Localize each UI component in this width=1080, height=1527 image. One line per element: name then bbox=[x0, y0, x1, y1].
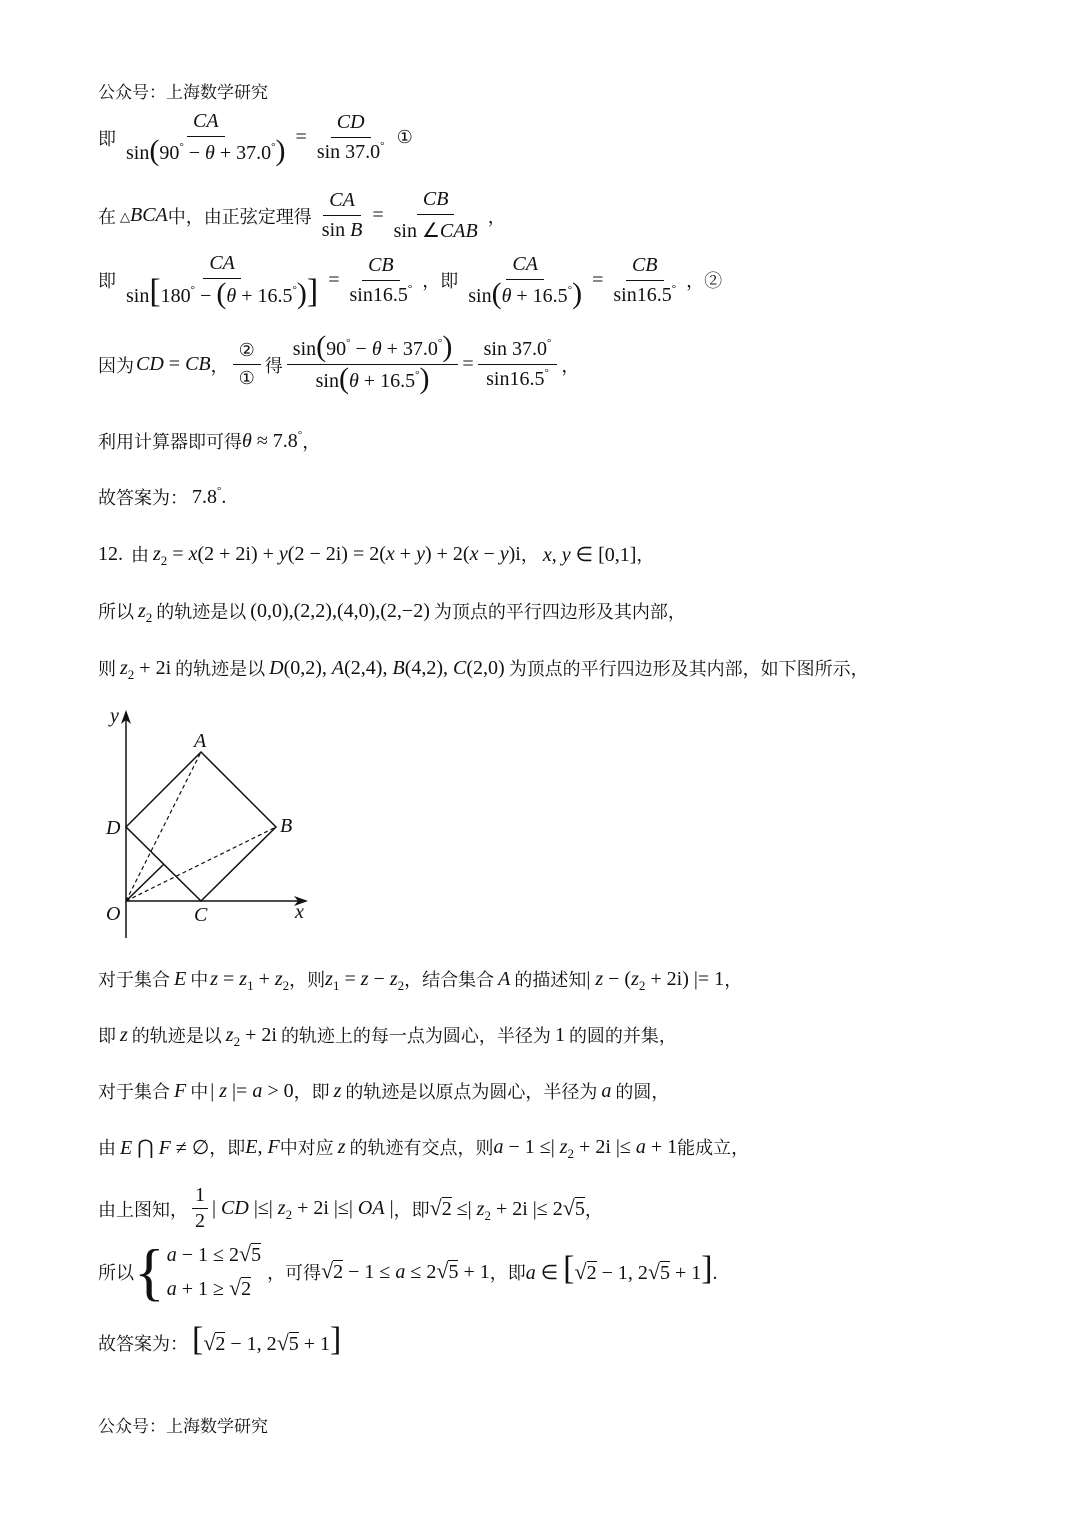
segment-od bbox=[126, 864, 164, 901]
coordinate-figure bbox=[98, 700, 328, 945]
segment-oa bbox=[126, 752, 201, 901]
answer-line-2: 故答案为： [ √ 2 − 1, 2 √ 5 + 1] bbox=[98, 1321, 342, 1358]
fraction: $\frac{CB}{\sin 16.5^\circ}$ bbox=[613, 253, 677, 306]
problem-12-line: 12. 由 $z_2 = x(2 + 2i) + y(2 - 2i) = 2(x + y) + 2(x - y)i$ ， x, y ∈ [0,1] ， bbox=[98, 542, 655, 568]
system-of-inequalities: { a − 1 ≤ 2 √ 5 a + 1 ≥ √ 2 bbox=[134, 1236, 262, 1307]
equation-line-3: 即 $\frac{CA}{\sin[180^\circ - (\theta + 16.5^\circ)]}$ = $\frac{CB}{\sin 16.5^\circ}$ ，即 $\frac{CA}{\sin(\theta + 16.5^\circ)}$ = $\frac{CB}{\sin 16.5^\circ}$ ，② bbox=[98, 252, 723, 310]
fraction: $\frac{CD}{\sin 37.0^\circ}$ bbox=[316, 111, 385, 163]
equation-line-1: 即 $\frac{CA}{\sin(90^\circ - \theta + 37.0^\circ)}$ = $\frac{CD}{\sin 37.0^\circ}$ ① bbox=[98, 110, 413, 167]
fraction: $\frac{CA}{\sin(90^\circ - \theta + 37.0^\circ)}$ bbox=[126, 110, 286, 167]
label-a: A bbox=[194, 730, 207, 752]
set-f-line: 对于集合 F 中 | z |= a > 0 ，即 z 的轨迹是以原点为圆心，半径为 a 的圆， bbox=[98, 1079, 670, 1103]
intersection-line: 由 E ⋂ F ≠ ∅ ，即 E, F 中对应 z 的轨迹有交点，则 a − 1 ≤| $z_2 + 2i$ |≤ a + 1 能成立， bbox=[98, 1135, 750, 1161]
fraction: $\frac{\sin(90^\circ - \theta + 37.0^\circ)}{\sin(\theta + 16.5^\circ)}$ bbox=[287, 336, 459, 393]
bounds-line: 由上图知， $\frac{1}{2}$ | CD |≤| $z_2 + 2i$ |≤| OA | ，即 √ 2 ≤| $z_2 + 2i$ |≤ 2 √ 5 ， bbox=[98, 1184, 603, 1232]
locus-line-1: 所以 $z_2$ 的轨迹是以 (0,0),(2,2),(4,0),(2,−2) 为顶点的平行四边形及其内部， bbox=[98, 599, 686, 625]
fraction: $\frac{\text{②}}{\text{①}}$ bbox=[233, 340, 261, 389]
label-x: x bbox=[295, 901, 304, 923]
equation-line-2: 在 △BCA 中，由正弦定理得 $\frac{CA}{\text{sin B}}$ = $\frac{CB}{\text{sin ∠CAB}}$ ， bbox=[98, 188, 506, 242]
fraction: $\frac{CA}{\sin(\theta + 16.5^\circ)}$ bbox=[468, 252, 583, 310]
fraction: $\frac{CA}{\sin[180^\circ - (\theta + 16.5^\circ)]}$ bbox=[126, 252, 319, 310]
fraction: $\frac{CB}{\text{sin ∠CAB}}$ bbox=[393, 188, 478, 242]
locus-line-2: 则 $z_2 + 2i$ 的轨迹是以 D(0,2), A(2,4), B(4,2), C(2,0) 为顶点的平行四边形及其内部，如下图所示， bbox=[98, 656, 869, 682]
union-line: 即 z 的轨迹是以 $z_2 + 2i$ 的轨迹上的每一点为圆心，半径为 1 的圆的并集， bbox=[98, 1023, 677, 1049]
fraction: $\frac{CA}{\text{sin B}}$ bbox=[321, 189, 363, 241]
fraction: $\frac{CB}{\sin 16.5^\circ}$ bbox=[349, 253, 413, 306]
equation-line-5: 利用计算器即可得 θ ≈ 7.8° ， bbox=[98, 428, 321, 453]
answer-line-1: 故答案为： 7.8°. bbox=[98, 484, 227, 509]
set-e-line: 对于集合 E 中 $z = z_1 + z_2$ ，则 $z_1 = z - z_2$ ，结合集合 A 的描述知 | $z - (z_2 + 2i)$ |= 1 ， bbox=[98, 967, 743, 993]
page-footer: 公众号：上海数学研究 bbox=[98, 1417, 268, 1437]
label-d: D bbox=[106, 817, 121, 839]
label-b: B bbox=[280, 815, 293, 837]
page-header: 公众号：上海数学研究 bbox=[98, 83, 268, 103]
fraction: $\frac{\sin 37.0^\circ}{\sin 16.5^\circ}$ bbox=[478, 338, 558, 391]
label-y: y bbox=[110, 705, 119, 727]
equation-line-4: 因为 CD = CB ， $\frac{\text{②}}{\text{①}}$ 得 $\frac{\sin(90^\circ - \theta + 37.0^\circ)}{\sin(\theta + 16.5^\circ)}$ = $\frac{\sin 37.0^\circ}{\sin 16.5^\circ}$ ， bbox=[98, 330, 580, 395]
label-c: C bbox=[194, 904, 208, 926]
fraction: $\frac{1}{2}$ bbox=[192, 1184, 208, 1233]
system-line: 所以 { a − 1 ≤ 2 √ 5 a + 1 ≥ √ 2 ，可得 √ 2 − 1 ≤ a ≤ 2 √ 5 + 1 ，即 a ∈ [ √ 2 − 1, 2 √ 5 + 1]. bbox=[98, 1236, 718, 1307]
label-o: O bbox=[106, 903, 121, 925]
segment-ob bbox=[126, 827, 276, 901]
